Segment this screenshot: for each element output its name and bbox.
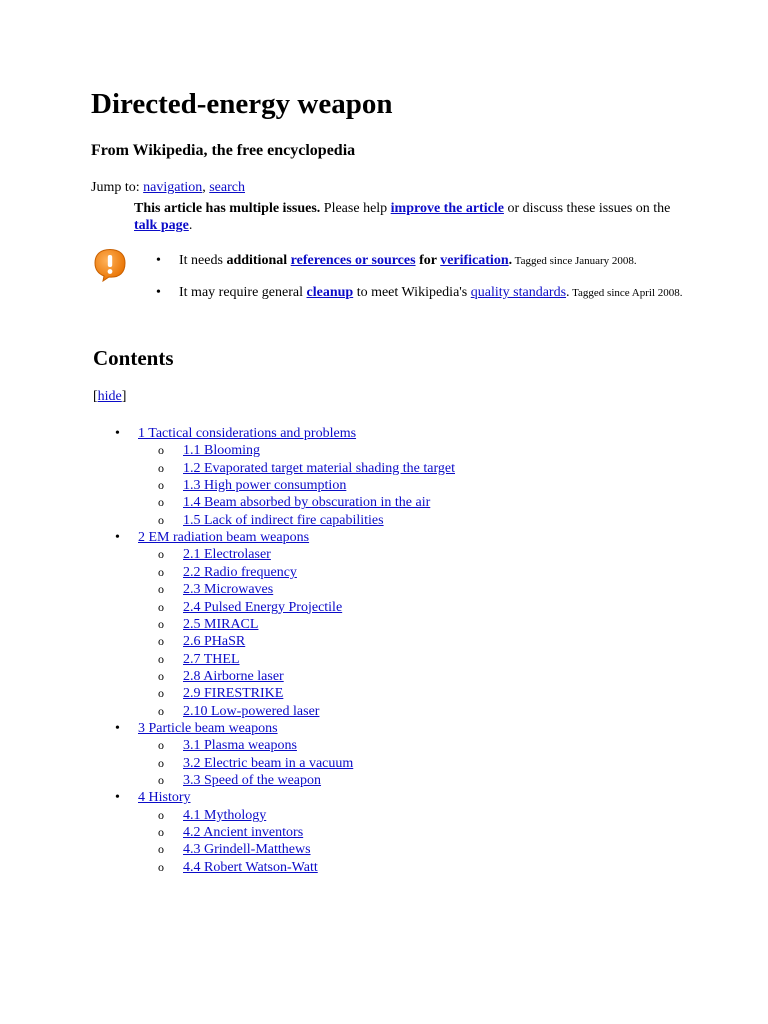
toc-link[interactable]: 1.4 Beam absorbed by obscuration in the air <box>183 495 431 511</box>
toc-link[interactable]: 3.1 Plasma weapons <box>183 738 297 754</box>
toc-subsection-item <box>158 685 284 702</box>
talk-page-link[interactable]: talk page <box>134 218 189 233</box>
toc-link[interactable]: 2.9 FIRESTRIKE <box>183 686 284 702</box>
toc-link[interactable]: 2.4 Pulsed Energy Projectile <box>183 599 343 615</box>
toc-link[interactable]: 1.1 Blooming <box>183 443 261 459</box>
issue2-text-middle: to meet Wikipedia's <box>353 285 471 300</box>
circle-bullet-icon: o <box>158 564 164 579</box>
bullet-icon: • <box>156 253 161 268</box>
toc-link[interactable]: 2.5 MIRACL <box>183 616 259 632</box>
toc-section-item <box>115 789 191 806</box>
issue2-period: . <box>566 285 570 300</box>
quality-standards-link[interactable]: quality standards <box>470 285 567 300</box>
circle-bullet-icon: o <box>158 512 164 527</box>
toc-subsection-item <box>158 668 284 685</box>
jump-separator: , <box>202 180 210 195</box>
jump-to-bar <box>91 180 245 196</box>
toc-subsection-item <box>158 616 259 633</box>
toc-link[interactable]: 4.3 Grindell-Matthews <box>183 842 311 858</box>
circle-bullet-icon: o <box>158 859 164 874</box>
circle-bullet-icon: o <box>158 634 164 649</box>
toc-subsection-item <box>158 651 240 668</box>
toc-subsection-item <box>158 494 431 511</box>
circle-bullet-icon: o <box>158 686 164 701</box>
toc-subsection-item <box>158 599 343 616</box>
circle-bullet-icon: o <box>158 807 164 822</box>
issue1-period: . <box>508 253 513 268</box>
toc-subsection-item <box>158 477 347 494</box>
toc-link[interactable]: 2 EM radiation beam weapons <box>138 530 310 546</box>
circle-bullet-icon: o <box>158 460 164 475</box>
issue2-tag-date: Tagged since April 2008. <box>569 287 683 299</box>
toc-link[interactable]: 4.2 Ancient inventors <box>183 825 304 841</box>
toc-subsection-item <box>158 859 318 876</box>
page-subtitle: From Wikipedia, the free encyclopedia <box>91 142 356 159</box>
circle-bullet-icon: o <box>158 582 164 597</box>
circle-bullet-icon: o <box>158 842 164 857</box>
toc-subsection-item <box>158 824 304 841</box>
verification-link[interactable]: verification <box>440 253 509 268</box>
toc-link[interactable]: 1.2 Evaporated target material shading the target <box>183 460 455 476</box>
circle-bullet-icon: o <box>158 825 164 840</box>
improve-article-link[interactable]: improve the article <box>390 201 504 216</box>
toc-link[interactable]: 1 Tactical considerations and problems <box>138 426 357 441</box>
toc-link[interactable]: 2.8 Airborne laser <box>183 668 284 684</box>
toc-subsection-item <box>158 581 274 598</box>
circle-bullet-icon: o <box>158 616 164 631</box>
bullet-icon: • <box>115 790 120 806</box>
circle-bullet-icon: o <box>158 443 164 458</box>
circle-bullet-icon: o <box>158 478 164 493</box>
toc-subsection-item <box>158 512 384 529</box>
issues-text-before: Please help <box>320 201 391 216</box>
toc-subsection-item <box>158 755 354 772</box>
toc-link[interactable]: 1.5 Lack of indirect fire capabilities <box>183 512 384 528</box>
issue1-bold-for: for <box>415 253 441 268</box>
toc-section-item <box>115 425 357 442</box>
warning-exclamation-icon <box>93 248 127 282</box>
contents-heading: Contents <box>93 346 174 370</box>
toc-link[interactable]: 3.2 Electric beam in a vacuum <box>183 755 354 771</box>
toc-link[interactable]: 2.1 Electrolaser <box>183 547 271 563</box>
toc-section-item <box>115 720 278 737</box>
circle-bullet-icon: o <box>158 668 164 683</box>
page-title: Directed-energy weapon <box>91 88 393 120</box>
toc-link[interactable]: 4.1 Mythology <box>183 807 267 823</box>
circle-bullet-icon: o <box>158 547 164 562</box>
toc-subsection-item <box>158 564 297 581</box>
bullet-icon: • <box>156 285 161 300</box>
issues-intro: This article has multiple issues. <box>134 201 321 216</box>
bullet-icon: • <box>115 530 120 546</box>
toc-subsection-item <box>158 703 320 720</box>
toc-subsection-item <box>158 807 267 824</box>
toc-subsection-item <box>158 737 297 754</box>
cleanup-link[interactable]: cleanup <box>306 285 354 300</box>
toc-subsection-item <box>158 841 311 858</box>
contents-hide-toggle <box>93 389 126 405</box>
issues-box-header <box>134 200 694 234</box>
toc-subsection-item <box>158 633 246 650</box>
circle-bullet-icon: o <box>158 738 164 753</box>
toc-link[interactable]: 3 Particle beam weapons <box>138 720 278 736</box>
references-link[interactable]: references or sources <box>290 253 416 268</box>
circle-bullet-icon: o <box>158 651 164 666</box>
toc-link[interactable]: 2.10 Low-powered laser <box>183 703 320 719</box>
issues-text-middle: or discuss these issues on the <box>503 201 671 216</box>
jump-search-link[interactable]: search <box>209 180 245 195</box>
issue2-text: It may require general <box>179 285 307 300</box>
toc-link[interactable]: 2.3 Microwaves <box>183 582 274 598</box>
toc-subsection-item <box>158 460 455 477</box>
hide-bracket-open: [ <box>93 389 98 404</box>
issues-text-end: . <box>188 218 193 233</box>
toc-section-item <box>115 529 310 546</box>
jump-navigation-link[interactable]: navigation <box>143 180 203 195</box>
jump-to-label: Jump to: <box>91 180 144 195</box>
toc-link[interactable]: 4.4 Robert Watson-Watt <box>183 859 318 875</box>
circle-bullet-icon: o <box>158 755 164 770</box>
toc-link[interactable]: 2.2 Radio frequency <box>183 564 297 580</box>
bullet-icon: • <box>115 720 120 736</box>
toc-link[interactable]: 2.7 THEL <box>183 651 240 667</box>
toc-link[interactable]: 1.3 High power consumption <box>183 478 347 494</box>
circle-bullet-icon: o <box>158 599 164 614</box>
toc-link[interactable]: 4 History <box>138 790 191 806</box>
circle-bullet-icon: o <box>158 495 164 510</box>
toc-subsection-item <box>158 442 261 459</box>
issue1-text: It needs <box>179 253 227 268</box>
toc-link[interactable]: 3.3 Speed of the weapon <box>183 773 322 788</box>
hide-contents-link[interactable]: hide <box>97 389 122 404</box>
toc-subsection-item <box>158 772 322 789</box>
circle-bullet-icon: o <box>158 703 164 718</box>
issue1-bold: additional <box>226 253 288 268</box>
hide-bracket-close: ] <box>121 389 127 404</box>
bullet-icon: • <box>115 426 120 441</box>
toc-link[interactable]: 2.6 PHaSR <box>183 634 246 650</box>
issue1-tag-date: Tagged since January 2008. <box>512 255 637 267</box>
toc-subsection-item <box>158 546 271 563</box>
circle-bullet-icon: o <box>158 773 164 787</box>
